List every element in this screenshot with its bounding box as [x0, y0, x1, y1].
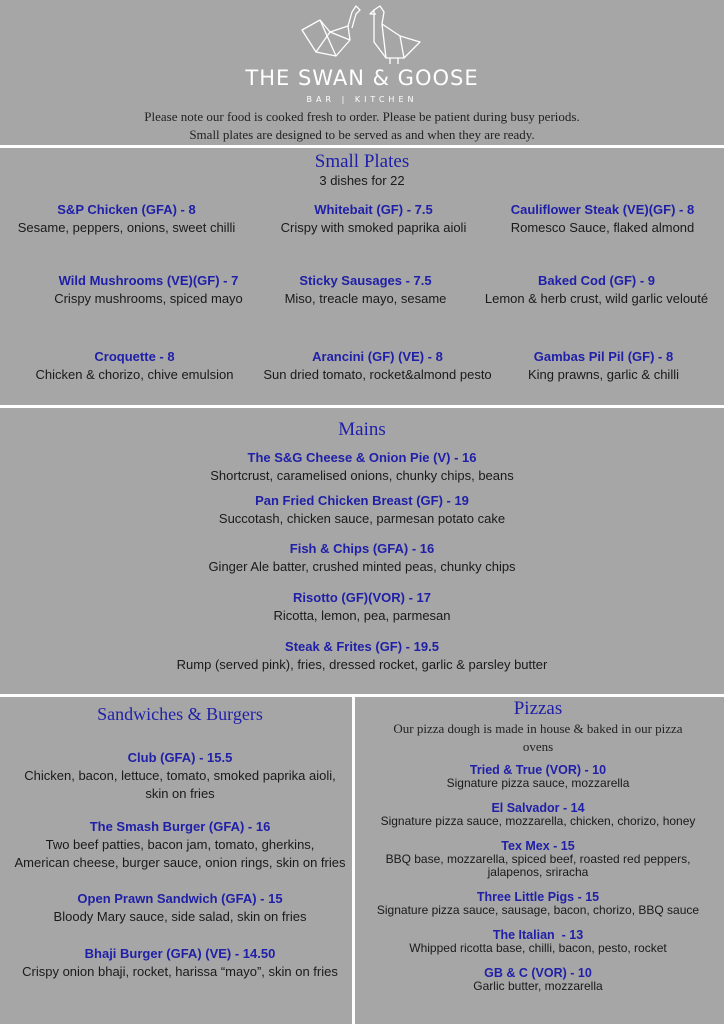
- divider-mains: [0, 694, 724, 697]
- dish-description: Lemon & herb crust, wild garlic velouté: [484, 291, 709, 306]
- dish-name: Arancini (GF) (VE) - 8: [312, 349, 443, 364]
- dish-description: Miso, treacle mayo, sesame: [284, 291, 447, 306]
- pizza-name: El Salvador - 14: [491, 801, 585, 815]
- dish-description: Shortcrust, caramelised onions, chunky chips, beans: [210, 468, 514, 483]
- dish-name: Sticky Sausages - 7.5: [299, 273, 432, 288]
- pizza-item: [355, 890, 721, 917]
- pizza-name: Tried & True (VOR) - 10: [469, 763, 607, 777]
- dish-name: Risotto (GF)(VOR) - 17: [293, 590, 431, 605]
- dish-name: Cauliflower Steak (VE)(GF) - 8: [510, 202, 695, 217]
- dish-description: Bloody Mary sauce, side salad, skin on fries: [53, 909, 307, 924]
- divider-top: [0, 145, 724, 148]
- small-plate-item: [28, 273, 269, 306]
- pizza-description-cont: jalapenos, sriracha: [487, 865, 589, 879]
- logo: [290, 2, 430, 66]
- pizza-item: [355, 966, 721, 993]
- small-plates-subtitle: 3 dishes for 22: [319, 173, 405, 188]
- dish-name: Whitebait (GF) - 7.5: [314, 202, 433, 217]
- sandwich-item: [0, 750, 360, 801]
- dish-description: Chicken & chorizo, chive emulsion: [35, 367, 234, 382]
- dish-description: Romesco Sauce, flaked almond: [510, 220, 695, 235]
- main-item: [0, 493, 724, 526]
- main-item: [0, 541, 724, 574]
- pizza-name: The Italian - 13: [492, 928, 584, 942]
- small-plate-item: [482, 202, 723, 235]
- main-item: [0, 639, 724, 672]
- small-plate-item: [257, 349, 498, 382]
- sandwich-item: [0, 891, 360, 924]
- pizza-description: Signature pizza sauce, sausage, bacon, chorizo, BBQ sauce: [376, 903, 700, 917]
- dish-description: Succotash, chicken sauce, parmesan potato cake: [218, 511, 506, 526]
- pizza-description: Whipped ricotta base, chilli, bacon, pesto, rocket: [409, 941, 667, 955]
- sandwiches-title: Sandwiches & Burgers: [97, 704, 263, 724]
- dish-name: Baked Cod (GF) - 9: [537, 273, 655, 288]
- small-plate-item: [6, 202, 247, 235]
- dish-description-cont: American cheese, burger sauce, onion rings, skin on fries: [14, 855, 346, 870]
- small-plate-item: [476, 273, 717, 306]
- dish-name: Gambas Pil Pil (GF) - 8: [533, 349, 674, 364]
- small-plates-title: Small Plates: [314, 151, 410, 172]
- swan-goose-logo-icon: [290, 2, 430, 66]
- pizza-note-1: Our pizza dough is made in house & baked in our pizza: [393, 721, 683, 736]
- pizza-description: BBQ base, mozzarella, spiced beef, roasted red peppers,: [385, 852, 691, 866]
- pizza-description: Garlic butter, mozzarella: [473, 979, 603, 993]
- pizzas-title: Pizzas: [513, 698, 563, 719]
- divider-small-plates: [0, 405, 724, 408]
- dish-description: Rump (served pink), fries, dressed rocket, garlic & parsley butter: [176, 657, 548, 672]
- dish-description: Crispy mushrooms, spiced mayo: [54, 291, 243, 306]
- pizza-item: [355, 928, 721, 955]
- dish-description: Sesame, peppers, onions, sweet chilli: [17, 220, 236, 235]
- dish-name: Fish & Chips (GFA) - 16: [289, 541, 435, 556]
- dish-name: Steak & Frites (GF) - 19.5: [285, 639, 439, 654]
- mains-title: Mains: [338, 419, 386, 440]
- dish-description: Ricotta, lemon, pea, parmesan: [273, 608, 451, 623]
- kitchen-note-1: Please note our food is cooked fresh to order. Please be patient during busy periods.: [144, 109, 580, 124]
- dish-description: Chicken, bacon, lettuce, tomato, smoked paprika aioli,: [24, 768, 336, 783]
- small-plate-item: [245, 273, 486, 306]
- dish-name: S&P Chicken (GFA) - 8: [57, 202, 196, 217]
- dish-name: Bhaji Burger (GFA) (VE) - 14.50: [84, 946, 276, 961]
- main-item: [0, 590, 724, 623]
- pizza-item: [355, 839, 721, 879]
- pizza-name: Tex Mex - 15: [501, 839, 575, 853]
- dish-description: Crispy onion bhaji, rocket, harissa “mayo”, skin on fries: [22, 964, 338, 979]
- brand-name: THE SWAN & GOOSE: [245, 66, 479, 90]
- pizza-item: [355, 801, 721, 828]
- sandwich-item: [0, 946, 360, 979]
- pizza-name: GB & C (VOR) - 10: [484, 966, 592, 980]
- small-plate-item: [14, 349, 255, 382]
- sandwich-item: [0, 819, 360, 870]
- dish-name: Wild Mushrooms (VE)(GF) - 7: [58, 273, 239, 288]
- dish-name: The Smash Burger (GFA) - 16: [89, 819, 271, 834]
- pizza-description: Signature pizza sauce, mozzarella, chicken, chorizo, honey: [380, 814, 696, 828]
- main-item: [0, 450, 724, 483]
- dish-name: Club (GFA) - 15.5: [127, 750, 233, 765]
- pizza-note-2: ovens: [522, 739, 554, 754]
- dish-description: Crispy with smoked paprika aioli: [280, 220, 467, 235]
- pizza-item: [355, 763, 721, 790]
- small-plate-item: [483, 349, 724, 382]
- dish-description: Sun dried tomato, rocket&almond pesto: [263, 367, 492, 382]
- dish-name: Open Prawn Sandwich (GFA) - 15: [77, 891, 283, 906]
- dish-name: The S&G Cheese & Onion Pie (V) - 16: [247, 450, 477, 465]
- dish-name: Pan Fried Chicken Breast (GF) - 19: [255, 493, 469, 508]
- dish-description-cont: skin on fries: [145, 786, 215, 801]
- brand-subtitle: BAR | KITCHEN: [306, 95, 418, 104]
- pizza-description: Signature pizza sauce, mozzarella: [446, 776, 630, 790]
- pizza-name: Three Little Pigs - 15: [476, 890, 600, 904]
- small-plate-item: [253, 202, 494, 235]
- dish-description: Two beef patties, bacon jam, tomato, gherkins,: [45, 837, 315, 852]
- dish-description: King prawns, garlic & chilli: [527, 367, 679, 382]
- dish-description: Ginger Ale batter, crushed minted peas, chunky chips: [208, 559, 516, 574]
- dish-name: Croquette - 8: [94, 349, 175, 364]
- kitchen-note-2: Small plates are designed to be served as and when they are ready.: [189, 127, 535, 142]
